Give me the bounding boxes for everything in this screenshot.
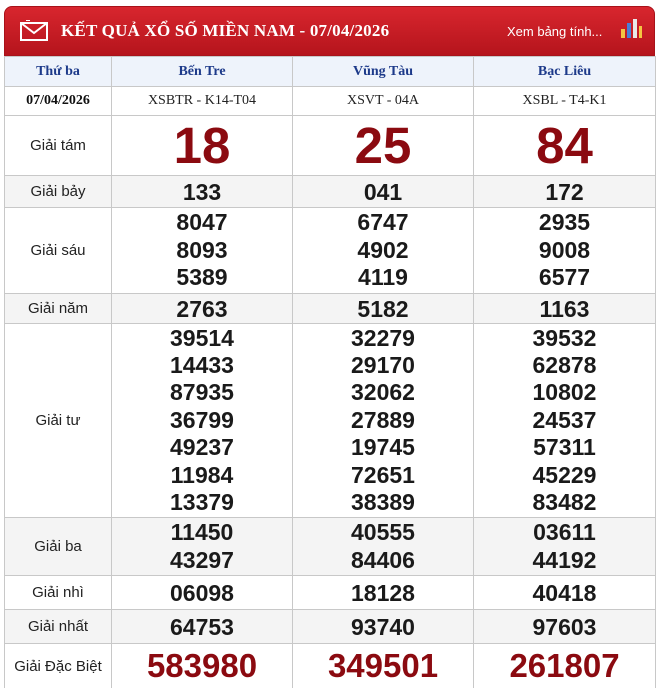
prize-label: Giải tám xyxy=(5,116,112,176)
view-statistics-link[interactable]: Xem bảng tính... xyxy=(507,24,603,39)
prize-number: 43297 xyxy=(170,546,234,573)
results-table xyxy=(4,56,656,688)
prize-number: 84406 xyxy=(351,546,415,573)
prize-number: 1163 xyxy=(539,295,590,322)
prize-number: 4902 xyxy=(357,236,409,263)
prize-number: 8047 xyxy=(176,209,228,236)
prize-number: 03611 xyxy=(533,519,596,546)
prize-number: 24537 xyxy=(532,406,597,433)
code-row xyxy=(5,87,656,116)
prize-number: 36799 xyxy=(170,406,234,433)
prize-number: 57311 xyxy=(533,434,596,461)
prize-row-g2 xyxy=(5,576,656,610)
special-prize-number: 261807 xyxy=(509,647,620,684)
prize-number: 27889 xyxy=(351,406,415,433)
prize-row-g8 xyxy=(5,116,656,176)
prize-number: 18 xyxy=(173,116,231,174)
prize-number: 18128 xyxy=(351,579,415,606)
weekday-header: Thứ ba xyxy=(5,57,112,87)
prize-number: 44192 xyxy=(532,546,597,573)
prize-number: 041 xyxy=(363,178,403,205)
bar-chart-icon[interactable] xyxy=(619,17,643,39)
prize-number: 39532 xyxy=(532,324,597,351)
prize-number: 2935 xyxy=(538,209,591,236)
ticket-code-bac-lieu: XSBL - T4-K1 xyxy=(474,87,656,116)
prize-number: 172 xyxy=(545,178,584,205)
envelope-icon xyxy=(20,20,48,42)
prize-number: 4119 xyxy=(358,264,408,291)
prize-number: 11984 xyxy=(170,461,234,488)
prize-number: 32279 xyxy=(351,324,415,351)
prize-number: 93740 xyxy=(351,613,415,640)
prize-number: 06098 xyxy=(170,579,234,606)
prize-number: 6577 xyxy=(538,264,591,291)
prize-row-special xyxy=(5,644,656,688)
prize-label: Giải Đặc Biệt xyxy=(5,644,112,688)
prize-number: 39514 xyxy=(170,324,234,351)
province-header-vung-tau[interactable]: Vũng Tàu xyxy=(293,57,474,87)
prize-number: 5182 xyxy=(357,295,409,322)
prize-label: Giải bảy xyxy=(5,176,112,208)
results-header xyxy=(4,6,655,56)
prize-label: Giải nhì xyxy=(5,576,112,610)
draw-date: 07/04/2026 xyxy=(5,87,112,116)
ticket-code-vung-tau: XSVT - 04A xyxy=(293,87,474,116)
prize-number: 5389 xyxy=(176,264,228,291)
prize-number: 2763 xyxy=(176,295,228,322)
prize-label: Giải năm xyxy=(5,294,112,324)
prize-number: 72651 xyxy=(351,461,415,488)
prize-label: Giải tư xyxy=(5,324,112,518)
prize-number: 32062 xyxy=(351,379,415,406)
prize-number: 87935 xyxy=(170,379,234,406)
prize-number: 133 xyxy=(182,178,222,205)
prize-row-g4 xyxy=(5,324,656,518)
prize-number: 11450 xyxy=(170,519,234,546)
prize-number: 19745 xyxy=(351,434,415,461)
prize-row-g3 xyxy=(5,518,656,576)
prize-number: 14433 xyxy=(170,351,234,378)
prize-label: Giải nhất xyxy=(5,610,112,644)
page-title: KẾT QUẢ XỔ SỐ MIỀN NAM - 07/04/2026 xyxy=(61,21,390,40)
province-header-bac-lieu[interactable]: Bạc Liêu xyxy=(474,57,656,87)
ticket-code-ben-tre: XSBTR - K14-T04 xyxy=(112,87,293,116)
prize-number: 13379 xyxy=(170,489,234,516)
prize-number: 97603 xyxy=(532,613,597,640)
prize-number: 45229 xyxy=(532,461,597,488)
prize-number: 83482 xyxy=(532,489,597,516)
prize-row-g7 xyxy=(5,176,656,208)
prize-number: 84 xyxy=(536,116,593,174)
prize-number: 62878 xyxy=(532,351,597,378)
prize-number: 40418 xyxy=(532,579,597,606)
prize-row-g5 xyxy=(5,294,656,324)
prize-number: 6747 xyxy=(357,209,409,236)
prize-number: 25 xyxy=(354,116,412,174)
prize-label: Giải sáu xyxy=(5,208,112,294)
lottery-results-widget xyxy=(4,6,655,688)
prize-label: Giải ba xyxy=(5,518,112,576)
prize-number: 49237 xyxy=(170,434,234,461)
table-header-row xyxy=(5,57,656,87)
prize-number: 40555 xyxy=(351,519,415,546)
special-prize-number: 349501 xyxy=(327,647,439,684)
prize-row-g6 xyxy=(5,208,656,294)
prize-number: 38389 xyxy=(351,489,415,516)
prize-number: 10802 xyxy=(532,379,597,406)
special-prize-number: 583980 xyxy=(146,647,258,684)
prize-number: 29170 xyxy=(351,351,415,378)
prize-number: 8093 xyxy=(176,236,228,263)
prize-number: 9008 xyxy=(538,236,591,263)
prize-number: 64753 xyxy=(170,613,234,640)
province-header-ben-tre[interactable]: Bến Tre xyxy=(112,57,293,87)
prize-row-g1 xyxy=(5,610,656,644)
